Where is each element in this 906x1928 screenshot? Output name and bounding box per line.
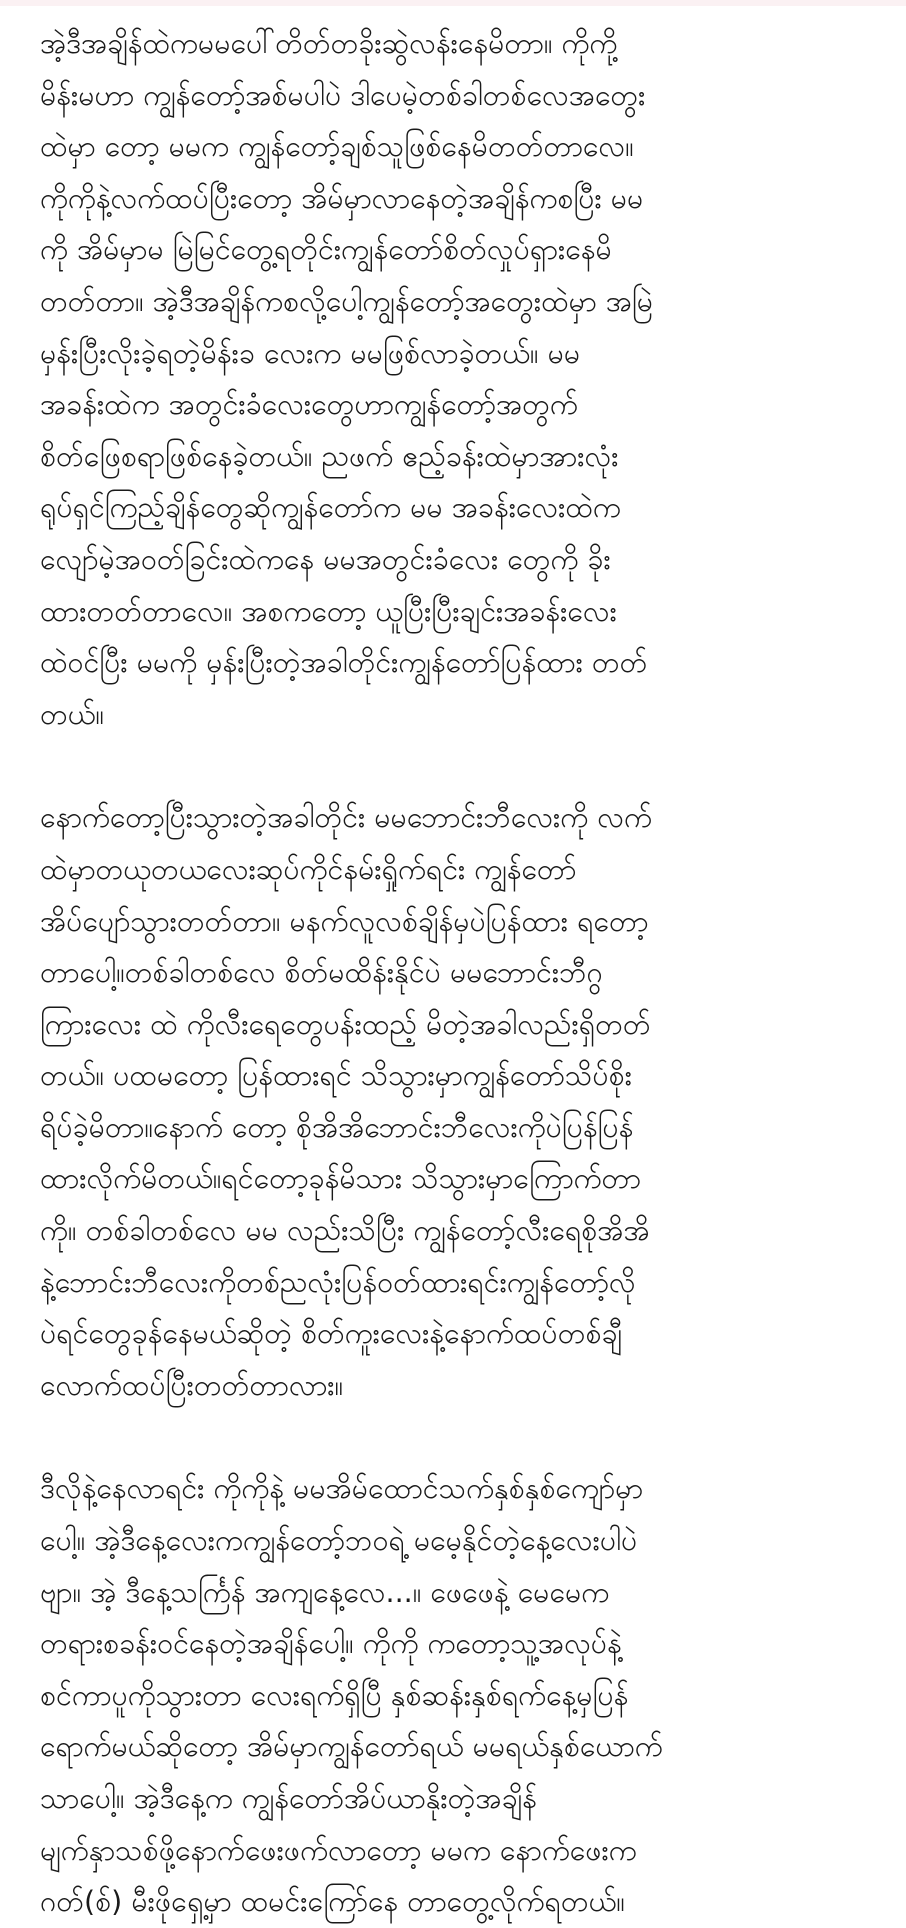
- text-line: ကြားလေး ထဲ ကိုလီးရေတွေပန်းထည့် မိတဲ့အခါလည်းရှိတတ်: [40, 1007, 651, 1041]
- text-line: ထားတတ်တာလေ။ အစကတော့ ယူပြီးပြီးချင်းအခန်းလေး: [40, 594, 617, 628]
- text-line: ထားလိုက်မိတယ်။ရင်တော့ခုန်မိသား သိသွားမှာကြောက်တာ: [40, 1162, 642, 1196]
- paragraph-gap: [40, 740, 870, 792]
- text-line: ဒီလိုနဲ့နေလာရင်း ကိုကိုနဲ့ မမအိမ်ထောင်သက်နှစ်နှစ်ကျော်မှာ: [40, 1472, 644, 1506]
- text-line: တရားစခန်းဝင်နေတဲ့အချိန်ပေါ့။ ကိုကို ကတော့သူ့အလုပ်နဲ့: [40, 1627, 622, 1661]
- article-body[interactable]: [40, 18, 870, 1928]
- text-line: တယ်။ ပထမတော့ ပြန်ထားရင် သိသွားမှာကျွန်တော်သိပ်စိုး: [40, 1059, 632, 1093]
- text-line: မျက်နှာသစ်ဖို့နောက်ဖေးဖက်လာတော့ မမက နောက်ဖေးက: [40, 1833, 637, 1867]
- top-edge-strip: [0, 0, 906, 6]
- text-line: ရုပ်ရှင်ကြည့်ချိန်တွေဆိုကျွန်တော်က မမ အခန်းလေးထဲက: [40, 491, 621, 525]
- text-line: ထဲမှာတယုတယလေးဆုပ်ကိုင်နမ်းရှိုက်ရင်း ကျွန်တော်: [40, 852, 577, 886]
- text-line: ဂတ်(စ်) မီးဖိုရှေ့မှာ ထမင်းကြော်နေ တာတွေ့လိုက်ရတယ်။: [40, 1885, 625, 1919]
- text-line: ကို အိမ်မှာမ မြဲမြင်တွေ့ရတိုင်းကျွန်တော်စိတ်လှုပ်ရှားနေမိ: [40, 233, 612, 267]
- paragraph-2: [40, 792, 870, 1411]
- paragraph-gap: [40, 1411, 870, 1463]
- text-line: ပေါ့။ အဲ့ဒီနေ့လေးကကျွန်တော့်ဘဝရဲ့ မမေ့နိုင်တဲ့နေ့လေးပါပဲ: [40, 1524, 638, 1558]
- text-line: စင်ကာပူကိုသွားတာ လေးရက်ရှိပြီ နှစ်ဆန်းနှစ်ရက်နေ့မှပြန်: [40, 1678, 629, 1712]
- text-line: အခန်းထဲက အတွင်းခံလေးတွေဟာကျွန်တော့်အတွက်: [40, 388, 578, 422]
- text-line: အိပ်ပျော်သွားတတ်တာ။ မနက်လူလစ်ချိန်မှပဲပြန်ထား ရတော့: [40, 904, 649, 938]
- text-line: နဲ့ဘောင်းဘီလေးကိုတစ်ညလုံးပြန်ဝတ်ထားရင်းကျွန်တော့်လို: [40, 1265, 636, 1299]
- text-line: တတ်တာ။ အဲ့ဒီအချိန်ကစလို့ပေါ့ကျွန်တော့်အတွေးထဲမှာ အမြဲ: [40, 284, 653, 318]
- text-line: ရိပ်ခဲ့မိတာ။နောက် တော့ စိုအိအိဘောင်းဘီလေးကိုပဲပြန်ပြန်: [40, 1110, 634, 1144]
- text-line: လျော်မဲ့အဝတ်ခြင်းထဲကနေ မမအတွင်းခံလေး တွေကို ခိုး: [40, 542, 611, 576]
- text-line: ကို။ တစ်ခါတစ်လေ မမ လည်းသိပြီး ကျွန်တော့်လီးရေစိုအိအိ: [40, 1214, 650, 1248]
- text-line: တယ်။: [40, 697, 105, 731]
- text-line: အဲ့ဒီအချိန်ထဲကမမပေါ်တိတ်တခိုးဆွဲလန်းနေမိတာ။ ကိုကို့: [40, 27, 618, 60]
- text-line: စိတ်ဖြေစရာဖြစ်နေခဲ့တယ်။ ညဖက် ဧည့်ခန်းထဲမှာအားလုံး: [40, 439, 619, 473]
- text-line: မိန်းမဟာ ကျွန်တော့်အစ်မပါပဲ ဒါပေမဲ့တစ်ခါတစ်လေအတွေး: [40, 78, 646, 112]
- text-line: ဗျာ။ အဲ့ ဒီနေ့သင်္ကြန် အကျနေ့လေ...။ ဖေဖေနဲ့ မေမေက: [40, 1575, 610, 1609]
- text-line: တာပေါ့။တစ်ခါတစ်လေ စိတ်မထိန်းနိုင်ပဲ မမဘောင်းဘီဂွ: [40, 956, 603, 990]
- text-line: မှန်းပြီးလိုးခဲ့ရတဲ့မိန်းခ လေးက မမဖြစ်လာခဲ့တယ်။ မမ: [40, 336, 581, 370]
- text-line: သာပေါ့။ အဲ့ဒီနေ့က ကျွန်တော်အိပ်ယာနိုးတဲ့အချိန်: [40, 1782, 537, 1815]
- text-line: ကိုကိုနဲ့လက်ထပ်ပြီးတော့ အိမ်မှာလာနေတဲ့အချိန်ကစပြီး မမ: [40, 181, 644, 215]
- text-line: ထဲဝင်ပြီး မမကို မှန်းပြီးတဲ့အခါတိုင်းကျွန်တော်ပြန်ထား တတ်: [40, 646, 648, 680]
- paragraph-1: [40, 18, 870, 740]
- text-line: ထဲမှာ တော့ မမက ကျွန်တော့်ချစ်သူဖြစ်နေမိတတ်တာလေ။: [40, 130, 634, 164]
- text-line: လောက်ထပ်ပြီးတတ်တာလား။: [40, 1368, 344, 1402]
- text-line: နောက်တော့ပြီးသွားတဲ့အခါတိုင်း မမဘောင်းဘီလေးကို လက်: [40, 801, 652, 835]
- text-line: ရောက်မယ်ဆိုတော့ အိမ်မှာကျွန်တော်ရယ် မမရယ်နှစ်ယောက်: [40, 1730, 663, 1764]
- text-line: ပဲရင်တွေခုန်နေမယ်ဆိုတဲ့ စိတ်ကူးလေးနဲ့နောက်ထပ်တစ်ချီ: [40, 1317, 623, 1351]
- paragraph-3: [40, 1463, 870, 1927]
